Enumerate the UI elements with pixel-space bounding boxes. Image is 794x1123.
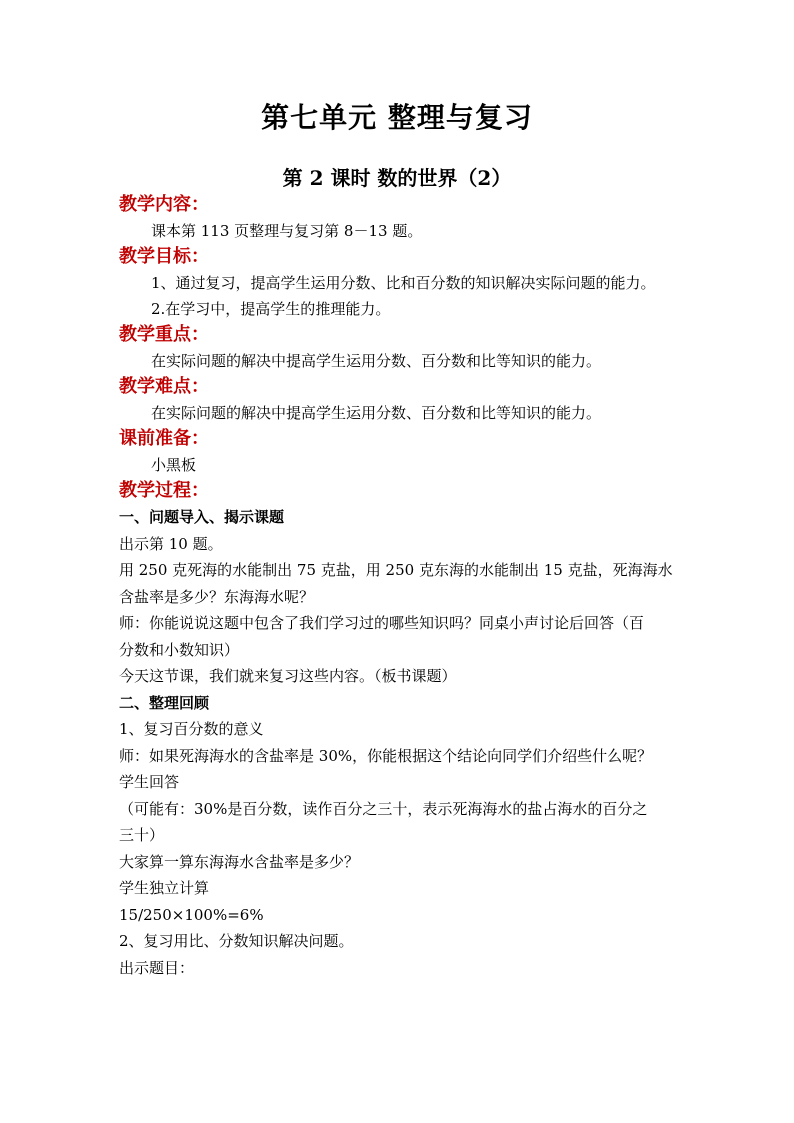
process-line: 2、复习用比、分数知识解决问题。	[119, 932, 354, 950]
preparation-text: 小黑板	[151, 456, 197, 474]
process-line: 分数和小数知识）	[119, 640, 240, 659]
teaching-goal-1: 1、通过复习，提高学生运用分数、比和百分数的知识解决实际问题的能力。	[151, 274, 656, 292]
teaching-goal-2: 2.在学习中，提高学生的推理能力。	[151, 300, 391, 318]
process-line: 1、复习百分数的意义	[119, 720, 264, 738]
process-line: 出示题目：	[119, 958, 195, 977]
part2-title: 二、整理回顾	[119, 693, 210, 712]
process-line: 今天这节课，我们就来复习这些内容。（板书课题）	[119, 667, 457, 685]
process-line: 师：如果死海海水的含盐率是 30%，你能根据这个结论向同学们介绍些什么呢？	[119, 746, 653, 765]
process-line: 三十）	[119, 826, 165, 844]
page-subtitle: 第 2 课时 数的世界（2）	[282, 166, 512, 190]
preparation-heading: 课前准备：	[119, 428, 209, 449]
process-line: 师：你能说说这题中包含了我们学习过的哪些知识吗？同桌小声讨论后回答（百	[119, 614, 645, 632]
document-body	[119, 192, 684, 981]
page-title: 第七单元 整理与复习	[261, 101, 533, 134]
part1-title: 一、问题导入、揭示课题	[119, 508, 285, 526]
process-line: 用 250 克死海的水能制出 75 克盐，用 250 克东海的水能制出 15 克盐，死海海水	[119, 561, 673, 579]
formula-line: 15/250×100%=6%	[119, 905, 264, 924]
process-line: 大家算一算东海海水含盐率是多少？	[119, 852, 360, 871]
process-line: 出示第 10 题。	[119, 534, 223, 553]
teaching-content-heading: 教学内容：	[119, 194, 209, 215]
process-line: 学生回答	[119, 773, 180, 791]
process-heading: 教学过程：	[119, 480, 209, 501]
key-points-heading: 教学重点：	[119, 324, 209, 345]
process-line: 学生独立计算	[119, 879, 210, 897]
teaching-content-text: 课本第 113 页整理与复习第 8－13 题。	[151, 222, 423, 240]
process-line: （可能有：30%是百分数，读作百分之三十，表示死海海水的盐占海水的百分之	[119, 799, 648, 818]
key-points-text: 在实际问题的解决中提高学生运用分数、百分数和比等知识的能力。	[151, 352, 602, 370]
difficulties-text: 在实际问题的解决中提高学生运用分数、百分数和比等知识的能力。	[151, 404, 602, 422]
process-line: 含盐率是多少？东海海水呢？	[119, 587, 315, 606]
difficulties-heading: 教学难点：	[119, 376, 209, 397]
teaching-goals-heading: 教学目标：	[119, 246, 209, 267]
